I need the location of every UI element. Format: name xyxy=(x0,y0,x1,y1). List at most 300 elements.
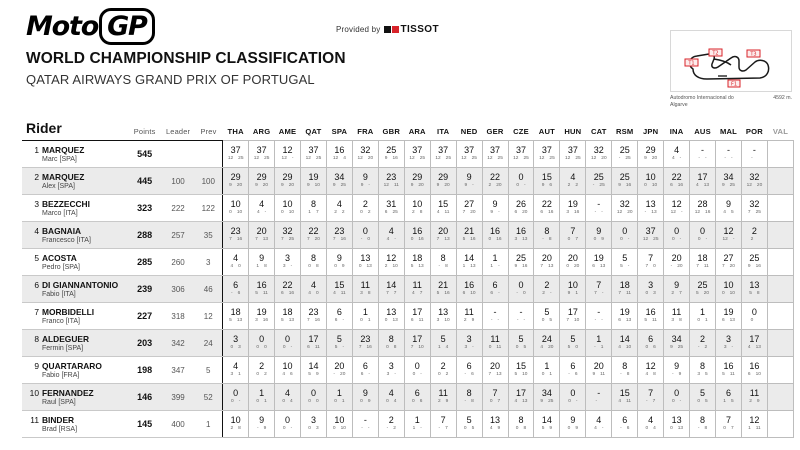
result-race-points: 20 xyxy=(367,155,374,161)
rider-name: 11 BINDER xyxy=(26,415,127,425)
rider-cell[interactable] xyxy=(22,276,127,303)
result-sprint-points: 9 xyxy=(384,155,388,161)
result-cell-cat xyxy=(586,222,612,249)
result-breakdown xyxy=(612,346,637,351)
result-cell-por xyxy=(741,249,767,276)
result-race-points: 20 xyxy=(444,182,450,188)
table-row[interactable] xyxy=(22,384,794,411)
rider-points-cell: 145 xyxy=(127,411,161,438)
result-breakdown xyxy=(690,184,715,189)
result-race-points: 13 xyxy=(677,425,684,431)
result-cell-mal xyxy=(716,222,742,249)
result-total: 22 xyxy=(282,280,293,291)
result-breakdown xyxy=(560,427,585,432)
result-cell-rsm xyxy=(612,141,638,168)
result-breakdown xyxy=(586,400,611,405)
result-race-points: 9 xyxy=(341,263,345,269)
result-cell-cze xyxy=(508,141,534,168)
result-breakdown xyxy=(353,184,378,189)
result-cell-por xyxy=(741,195,767,222)
result-breakdown xyxy=(327,211,352,216)
result-breakdown xyxy=(612,292,637,297)
result-sprint-points: 0 xyxy=(256,371,260,377)
rider-name: 9 QUARTARARO xyxy=(26,361,127,371)
result-cell-tha xyxy=(223,303,249,330)
result-total: 2 xyxy=(751,226,757,237)
result-breakdown xyxy=(301,184,326,189)
result-race-points: 9 xyxy=(678,371,682,377)
result-race-points: 1 xyxy=(238,371,241,377)
result-sprint-points: 0 xyxy=(541,371,545,377)
col-header-race-ina: INA xyxy=(669,127,684,136)
classification-table xyxy=(22,120,794,438)
result-sprint-points: 5 xyxy=(462,236,466,242)
result-race-points: 1 xyxy=(575,290,579,296)
result-cell-val xyxy=(767,141,793,168)
result-cell-ina xyxy=(664,330,690,357)
result-total: 0 xyxy=(233,388,239,399)
result-cell-rsm xyxy=(612,411,638,438)
result-total: 8 xyxy=(310,199,316,210)
result-race-points: 16 xyxy=(262,317,269,323)
result-sprint-points: 5 xyxy=(696,290,699,296)
result-sprint-points: 9 xyxy=(306,182,310,188)
result-breakdown xyxy=(742,427,767,432)
result-total: 37 xyxy=(230,145,241,156)
result-race-points: - xyxy=(290,263,293,269)
result-cell-ned xyxy=(456,303,482,330)
result-breakdown xyxy=(742,319,767,324)
result-total: 6 xyxy=(570,361,576,372)
result-race-points: - xyxy=(730,155,733,161)
result-sprint-points: 3 xyxy=(723,344,727,350)
result-total: 3 xyxy=(285,253,291,264)
result-sprint-points: 0 xyxy=(645,290,649,296)
rider-position: 4 xyxy=(34,226,39,236)
rider-firstname: Fermin [SPA] xyxy=(42,345,84,352)
result-total: 5 xyxy=(544,307,550,318)
rider-name: 3 BEZZECCHI xyxy=(26,199,127,209)
result-breakdown xyxy=(586,292,611,297)
result-cell-gbr xyxy=(378,384,404,411)
result-race-points: 20 xyxy=(627,209,633,215)
result-cell-qat xyxy=(301,303,327,330)
result-race-points: 13 xyxy=(729,317,735,323)
result-total: 4 xyxy=(285,388,291,399)
result-total: 2 xyxy=(388,415,394,426)
result-total: 18 xyxy=(230,307,241,318)
result-cell-ame xyxy=(275,303,301,330)
result-sprint-points: 4 xyxy=(514,398,518,404)
result-breakdown xyxy=(353,373,378,378)
result-total: 7 xyxy=(648,253,654,264)
result-sprint-points: 0 xyxy=(358,263,362,269)
result-cell-ned xyxy=(456,168,482,195)
rider-cell[interactable] xyxy=(22,411,127,438)
result-total: - xyxy=(493,307,497,318)
result-cell-por xyxy=(741,168,767,195)
col-header-race-jpn: JPN xyxy=(642,127,659,136)
result-race-points: 8 xyxy=(471,398,474,404)
result-cell-ned xyxy=(456,249,482,276)
result-sprint-points: 9 xyxy=(281,182,284,188)
result-total: 25 xyxy=(749,253,760,264)
result-breakdown xyxy=(457,265,482,270)
result-total: 4 xyxy=(233,361,239,372)
result-breakdown xyxy=(509,211,534,216)
result-breakdown xyxy=(638,157,663,162)
result-cell-ina xyxy=(664,195,690,222)
rider-cell[interactable] xyxy=(22,357,127,384)
result-breakdown xyxy=(249,292,274,297)
result-breakdown xyxy=(560,157,585,162)
rider-cell[interactable] xyxy=(22,384,127,411)
result-sprint-points: 0 xyxy=(437,371,441,377)
result-sprint-points: 0 xyxy=(230,344,234,350)
result-total: 25 xyxy=(619,172,630,183)
result-cell-cze xyxy=(508,411,534,438)
result-sprint-points: 1 xyxy=(256,263,260,269)
result-total: 17 xyxy=(749,334,760,345)
result-sprint-points: 4 xyxy=(645,371,649,377)
result-sprint-points: 12 xyxy=(722,236,728,242)
result-breakdown xyxy=(509,265,534,270)
result-sprint-points: 5 xyxy=(410,263,414,269)
result-cell-ara xyxy=(404,357,430,384)
result-sprint-points: 0 xyxy=(231,398,234,404)
result-race-points: 13 xyxy=(625,317,632,323)
result-cell-rsm xyxy=(612,168,638,195)
result-sprint-points: 0 xyxy=(567,425,571,431)
result-race-points: 20 xyxy=(677,263,683,269)
result-cell-spa xyxy=(326,168,352,195)
table-head xyxy=(22,120,794,141)
result-total: 14 xyxy=(386,280,397,291)
result-total: 13 xyxy=(749,280,760,291)
result-breakdown xyxy=(586,238,611,243)
rider-cell[interactable] xyxy=(22,330,127,357)
result-total: 0 xyxy=(674,388,680,399)
result-total: 7 xyxy=(440,415,446,426)
result-cell-spa xyxy=(326,303,352,330)
result-total: 25 xyxy=(593,172,604,183)
rider-name: 7 MORBIDELLI xyxy=(26,307,127,317)
result-cell-spa xyxy=(326,411,352,438)
circuit-length: 4592 m. xyxy=(773,95,792,101)
result-race-points: - xyxy=(575,398,578,404)
result-breakdown xyxy=(353,211,378,216)
result-total: 6 xyxy=(414,388,420,399)
result-sprint-points: 1 xyxy=(748,425,751,431)
result-cell-ger xyxy=(482,384,508,411)
result-sprint-points: 3 xyxy=(436,317,440,323)
result-cell-ame xyxy=(275,249,301,276)
result-total: 13 xyxy=(438,307,449,318)
result-total: 20 xyxy=(541,253,552,264)
result-breakdown xyxy=(716,373,741,378)
result-sprint-points: 9 xyxy=(747,263,751,269)
table-row[interactable] xyxy=(22,141,794,168)
tissot-wordmark: TISSOT xyxy=(400,24,439,35)
result-sprint-points: 7 xyxy=(645,263,649,269)
result-cell-tha xyxy=(223,411,249,438)
rider-cell[interactable] xyxy=(22,168,127,195)
result-breakdown xyxy=(249,157,274,162)
result-breakdown xyxy=(560,400,585,405)
result-sprint-points: 0 xyxy=(567,236,571,242)
rider-position: 2 xyxy=(34,172,39,182)
result-total: 32 xyxy=(360,145,371,156)
result-cell-ina xyxy=(664,357,690,384)
result-sprint-points: 4 xyxy=(436,209,440,215)
result-total: 37 xyxy=(438,145,449,156)
result-race-points: 11 xyxy=(418,317,424,323)
result-sprint-points: 3 xyxy=(386,371,390,377)
result-race-points: - xyxy=(291,155,294,161)
result-breakdown xyxy=(586,427,611,432)
rider-cell[interactable] xyxy=(22,249,127,276)
result-breakdown xyxy=(379,292,404,297)
rider-leader-cell: 400 xyxy=(162,411,194,438)
result-cell-arg xyxy=(249,141,275,168)
result-cell-cze xyxy=(508,357,534,384)
result-breakdown xyxy=(664,319,689,324)
result-race-points: 13 xyxy=(651,209,657,215)
result-breakdown xyxy=(405,238,430,243)
result-cell-fra xyxy=(352,384,378,411)
result-sprint-points: 7 xyxy=(358,344,362,350)
result-cell-qat xyxy=(301,249,327,276)
table-row[interactable] xyxy=(22,276,794,303)
result-cell-mal xyxy=(716,384,742,411)
result-breakdown xyxy=(431,157,456,162)
result-cell-hun xyxy=(560,168,586,195)
result-total: 7 xyxy=(596,280,602,291)
result-breakdown xyxy=(509,319,534,324)
result-race-points: 11 xyxy=(652,317,657,323)
result-breakdown xyxy=(327,265,352,270)
col-header-leader: Leader xyxy=(165,127,191,136)
result-sprint-points: 0 xyxy=(489,398,493,404)
result-total: 1 xyxy=(700,307,706,318)
result-sprint-points: 5 xyxy=(514,371,518,377)
rider-name: 2 MARQUEZ xyxy=(26,172,127,182)
result-sprint-points: 6 xyxy=(384,209,388,215)
result-sprint-points: - xyxy=(386,425,389,431)
result-race-points: 10 xyxy=(470,290,476,296)
result-cell-arg xyxy=(249,411,275,438)
table-row[interactable] xyxy=(22,330,794,357)
result-cell-val xyxy=(767,357,793,384)
result-sprint-points: 7 xyxy=(410,344,414,350)
result-cell-mal xyxy=(716,249,742,276)
result-race-points: - xyxy=(264,209,267,215)
result-sprint-points: - xyxy=(620,371,622,377)
result-cell-gbr xyxy=(378,330,404,357)
table-row[interactable] xyxy=(22,222,794,249)
result-total: 25 xyxy=(386,145,397,156)
result-sprint-points: - xyxy=(360,236,363,242)
result-cell-ita xyxy=(430,384,456,411)
result-race-points: 2 xyxy=(341,209,345,215)
result-sprint-points: 5 xyxy=(229,317,232,323)
result-sprint-points: 0 xyxy=(671,398,675,404)
result-breakdown xyxy=(249,427,274,432)
result-cell-qat xyxy=(301,168,327,195)
result-total: 4 xyxy=(388,226,394,237)
result-cell-gbr xyxy=(378,168,404,195)
result-sprint-points: 6 xyxy=(592,263,595,269)
result-cell-spa xyxy=(326,330,352,357)
rider-name: 10 FERNANDEZ xyxy=(26,388,127,398)
result-sprint-points: 6 xyxy=(410,317,414,323)
result-total: 11 xyxy=(490,334,500,345)
table-row[interactable] xyxy=(22,195,794,222)
result-race-points: 25 xyxy=(653,236,659,242)
result-breakdown xyxy=(275,319,300,324)
result-total: 34 xyxy=(723,172,734,183)
result-cell-cze xyxy=(508,303,534,330)
result-race-points: 9 xyxy=(367,398,371,404)
result-sprint-points: 7 xyxy=(566,317,569,323)
result-total: 9 xyxy=(362,172,368,183)
result-cell-cat xyxy=(586,330,612,357)
result-total: 15 xyxy=(334,280,345,291)
result-cell-ned xyxy=(456,330,482,357)
result-cell-cze xyxy=(508,195,534,222)
result-sprint-points: 0 xyxy=(697,236,701,242)
result-cell-ger xyxy=(482,141,508,168)
result-race-points: 11 xyxy=(626,398,632,404)
result-cell-rsm xyxy=(612,249,638,276)
result-total: 17 xyxy=(515,388,526,399)
result-total: 19 xyxy=(619,307,630,318)
result-race-points: 25 xyxy=(523,155,529,161)
result-cell-arg xyxy=(249,303,275,330)
result-race-points: - xyxy=(290,344,293,350)
result-sprint-points: 9 xyxy=(721,182,725,188)
result-total: 1 xyxy=(492,253,498,264)
result-total: 20 xyxy=(593,361,604,372)
result-sprint-points: 0 xyxy=(697,398,701,404)
rider-cell[interactable] xyxy=(22,222,127,249)
result-sprint-points: 3 xyxy=(671,317,675,323)
result-total: 25 xyxy=(515,253,526,264)
table-row[interactable] xyxy=(22,249,794,276)
result-breakdown xyxy=(353,400,378,405)
result-sprint-points: 12 xyxy=(357,155,363,161)
result-breakdown xyxy=(664,211,689,216)
rider-cell[interactable] xyxy=(22,141,127,168)
result-race-points: 11 xyxy=(600,371,606,377)
result-race-points: 20 xyxy=(470,209,476,215)
result-cell-jpn xyxy=(638,276,664,303)
result-cell-jpn xyxy=(638,384,664,411)
result-breakdown xyxy=(457,319,482,324)
result-cell-ger xyxy=(482,357,508,384)
result-race-points: 11 xyxy=(340,290,346,296)
result-sprint-points: 0 xyxy=(281,209,284,215)
result-cell-ame xyxy=(275,276,301,303)
result-race-points: - xyxy=(342,344,345,350)
result-sprint-points: 0 xyxy=(697,317,701,323)
result-cell-aus xyxy=(690,330,716,357)
result-cell-jpn xyxy=(638,195,664,222)
result-breakdown xyxy=(664,346,689,351)
result-sprint-points: 4 xyxy=(412,290,415,296)
result-breakdown xyxy=(483,319,508,324)
result-breakdown xyxy=(249,400,274,405)
result-total: 9 xyxy=(259,415,265,426)
result-total: 18 xyxy=(697,253,708,264)
result-race-points: 20 xyxy=(756,182,763,188)
result-breakdown xyxy=(301,427,326,432)
result-race-points: 9 xyxy=(575,425,579,431)
result-cell-fra xyxy=(352,222,378,249)
result-cell-aus xyxy=(690,249,716,276)
result-breakdown xyxy=(249,373,274,378)
col-header-race-rsm: RSM xyxy=(615,127,634,136)
table-row[interactable] xyxy=(22,357,794,384)
result-cell-aus xyxy=(690,303,716,330)
col-header-race-hun: HUN xyxy=(564,127,582,136)
result-race-points: 10 xyxy=(236,209,243,215)
result-sprint-points: 3 xyxy=(255,317,258,323)
result-total: 34 xyxy=(541,388,552,399)
result-sprint-points: - xyxy=(542,236,544,242)
result-cell-rsm xyxy=(612,276,638,303)
rider-cell[interactable] xyxy=(22,195,127,222)
result-race-points: - xyxy=(290,425,293,431)
result-cell-por xyxy=(741,411,767,438)
result-breakdown xyxy=(275,238,300,243)
result-sprint-points: 0 xyxy=(645,344,649,350)
result-total: 11 xyxy=(671,307,682,318)
result-race-points: 10 xyxy=(392,263,398,269)
rider-position: 9 xyxy=(34,361,39,371)
result-breakdown xyxy=(560,238,585,243)
table-row[interactable] xyxy=(22,411,794,438)
result-breakdown xyxy=(327,157,352,162)
rider-prev-cell: 3 xyxy=(194,249,222,276)
result-breakdown xyxy=(742,346,767,351)
result-total: 12 xyxy=(645,361,656,372)
result-breakdown xyxy=(638,319,663,324)
result-total: 20 xyxy=(490,361,501,372)
result-cell-cze xyxy=(508,384,534,411)
result-total: 37 xyxy=(256,145,267,156)
result-breakdown xyxy=(379,319,404,324)
result-breakdown xyxy=(690,157,715,162)
result-sprint-points: - xyxy=(724,155,726,161)
result-cell-arg xyxy=(249,330,275,357)
result-sprint-points: - xyxy=(516,290,518,296)
table-row[interactable] xyxy=(22,168,794,195)
table-row[interactable] xyxy=(22,303,794,330)
result-breakdown xyxy=(509,346,534,351)
result-sprint-points: 9 xyxy=(490,209,494,215)
result-breakdown xyxy=(431,265,456,270)
result-sprint-points: 0 xyxy=(670,425,673,431)
circuit-map-icon xyxy=(670,30,792,92)
result-race-points: 8 xyxy=(704,425,708,431)
result-breakdown xyxy=(534,238,559,243)
rider-cell[interactable] xyxy=(22,303,127,330)
result-cell-val xyxy=(767,303,793,330)
result-sprint-points: 7 xyxy=(540,263,544,269)
result-breakdown xyxy=(353,265,378,270)
result-total: 9 xyxy=(492,199,498,210)
